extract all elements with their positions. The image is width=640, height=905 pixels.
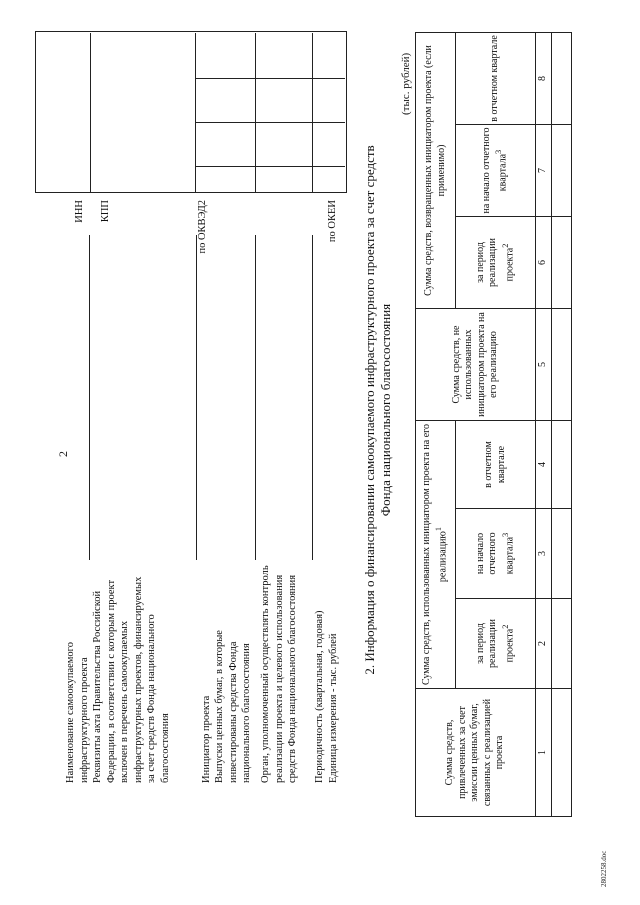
table-cell bbox=[552, 509, 572, 599]
col-number: 2 bbox=[536, 599, 552, 689]
col-number: 3 bbox=[536, 509, 552, 599]
label-periodicity: Периодичность (квартальная, годовая) bbox=[314, 610, 325, 783]
table-cell bbox=[552, 689, 572, 817]
table-cell bbox=[552, 125, 572, 217]
label-gov-act: Реквизиты акта Правительства Российской Федерации, в соответствии с которым проект включен в перечень самоокупаемых инфраструктурных проектов, финансируемых за счет средств Фонда национального благосостояния bbox=[92, 576, 171, 783]
label-securities: Выпуски ценных бумаг, в которые инвестированы средства Фонда национального благосостояния bbox=[214, 630, 253, 783]
header-col-1: Сумма средств, привлеченных за счет эмиссии ценных бумаг, связанных с реализацией проекта bbox=[416, 689, 536, 817]
col-number: 1 bbox=[536, 689, 552, 817]
col-number: 7 bbox=[536, 125, 552, 217]
code-inn-label: ИНН bbox=[74, 200, 85, 223]
header-group-returned: Сумма средств, возвращенных инициатором проекта (если применимо) bbox=[416, 32, 456, 308]
header-col-3: на начало отчетного квартала$^3$ bbox=[456, 509, 536, 599]
label-initiator: Инициатор проекта bbox=[201, 695, 212, 783]
header-col-8: в отчетном квартале bbox=[456, 32, 536, 124]
code-grid-line bbox=[90, 33, 91, 193]
table-number-row bbox=[536, 32, 552, 816]
table-header-row bbox=[416, 32, 456, 816]
code-grid-line bbox=[195, 33, 196, 193]
col-number: 8 bbox=[536, 32, 552, 124]
header-col-4: в отчетном квартале bbox=[456, 421, 536, 509]
units-note: (тыс. рублей) bbox=[400, 52, 412, 115]
fill-line-authority bbox=[312, 235, 313, 560]
code-grid-line bbox=[195, 166, 345, 167]
code-kpp-label: КПП bbox=[100, 200, 111, 223]
table-data-row bbox=[552, 32, 572, 816]
header-col-5: Сумма средств, не использованных инициатором проекта на его реализацию bbox=[416, 309, 536, 421]
header-group-used: Сумма средств, использованных инициатором проекта на его реализацию$^1$ bbox=[416, 421, 456, 689]
code-grid-line bbox=[195, 78, 345, 79]
table-cell bbox=[552, 309, 572, 421]
code-okved-label: по ОКВЭД2 bbox=[197, 200, 208, 254]
label-unit: Единица измерения - тыс. рублей bbox=[328, 633, 339, 783]
fill-line-securities bbox=[255, 235, 256, 560]
footer-doc-code: 2802258.doc bbox=[600, 850, 608, 887]
col-number: 4 bbox=[536, 421, 552, 509]
header-col-2: за период реализации проекта$^2$ bbox=[456, 599, 536, 689]
funding-table bbox=[415, 32, 572, 817]
code-grid-line bbox=[312, 33, 313, 193]
code-grid bbox=[35, 31, 347, 193]
code-okei-label: по ОКЕИ bbox=[327, 200, 338, 243]
col-number: 5 bbox=[536, 309, 552, 421]
label-project-name: Наименование самоокупаемого инфраструктурного проекта bbox=[65, 642, 90, 783]
section-title: 2. Информация о финансировании самоокупаемого инфраструктурного проекта за счет средств Фонда национального благосостояния bbox=[362, 145, 393, 675]
page-number: 2 bbox=[56, 451, 70, 457]
table-cell bbox=[552, 217, 572, 309]
table-cell bbox=[552, 32, 572, 124]
header-col-6: за период реализации проекта$^2$ bbox=[456, 217, 536, 309]
header-col-7: на начало отчетного квартала$^3$ bbox=[456, 125, 536, 217]
code-grid-line bbox=[195, 122, 345, 123]
table-cell bbox=[552, 421, 572, 509]
table-cell bbox=[552, 599, 572, 689]
label-authority: Орган, уполномоченный осуществлять контроль реализации проекта и целевого использования средств Фонда национального благосостояния bbox=[260, 565, 299, 783]
col-number: 6 bbox=[536, 217, 552, 309]
fill-line-project-name bbox=[89, 235, 90, 560]
code-grid-line bbox=[255, 33, 256, 193]
